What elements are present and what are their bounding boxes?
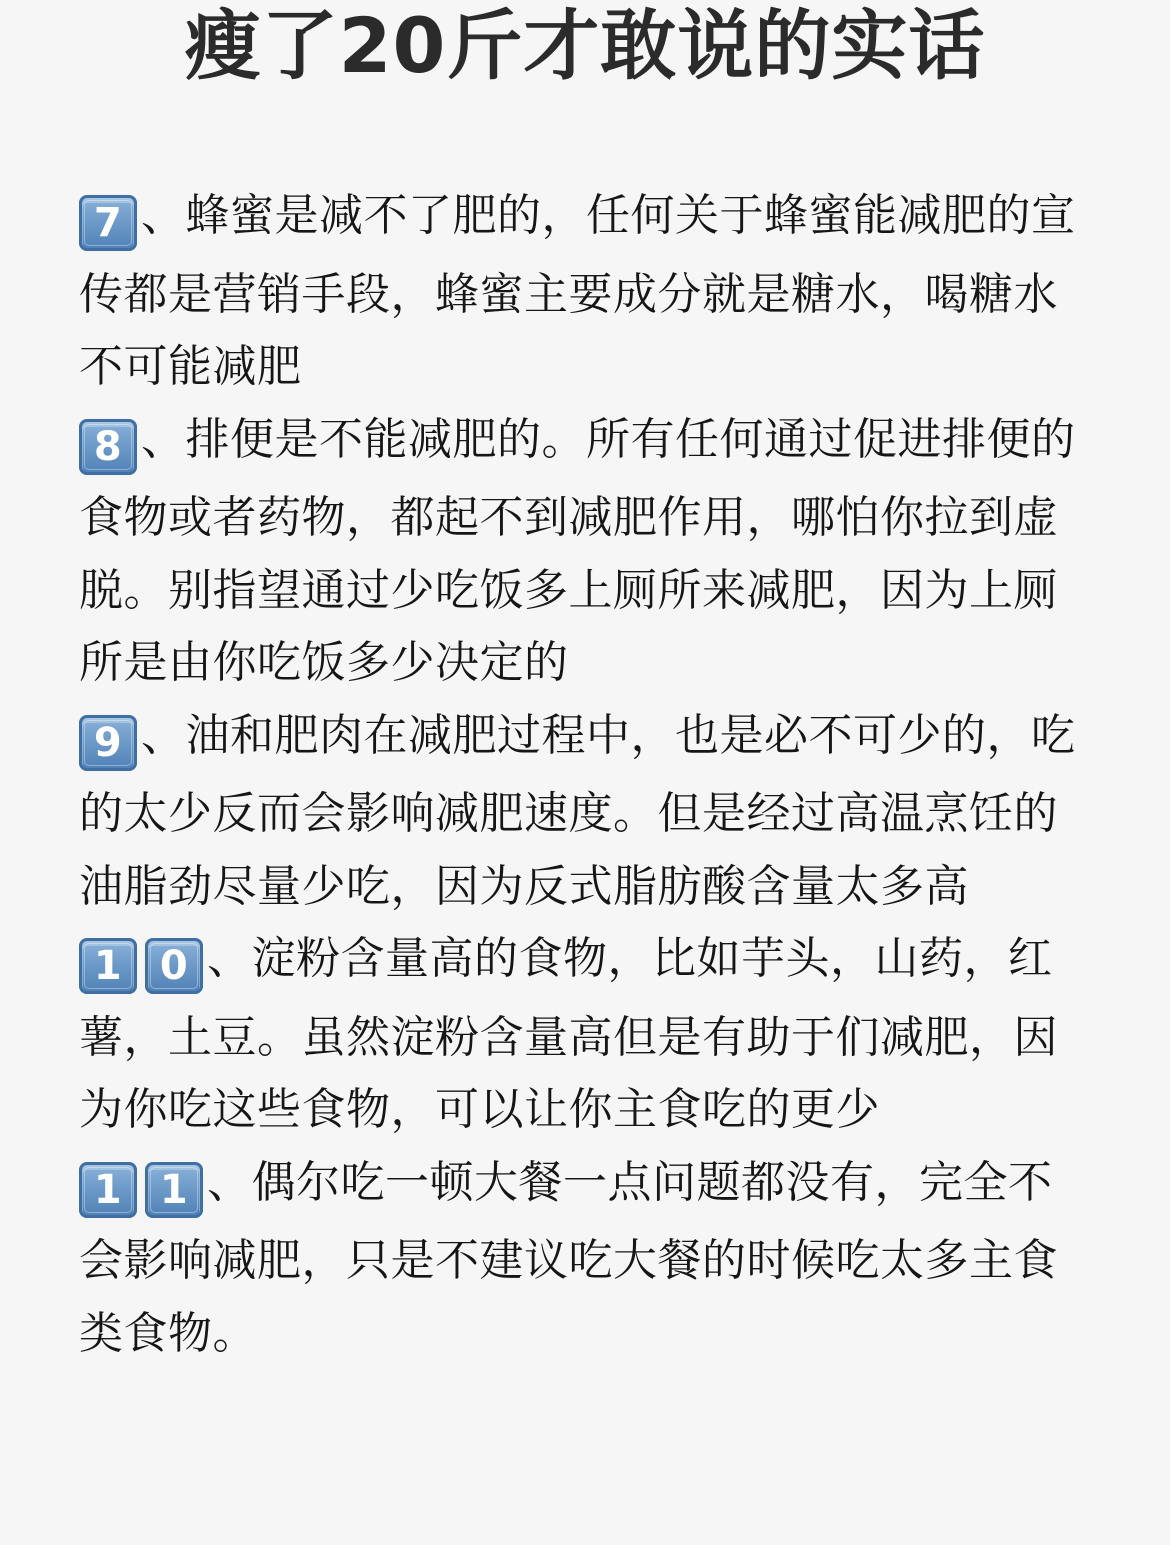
tip-item-7: [79, 180, 1089, 404]
tip-text: 、排便是不能减肥的。所有任何通过促进排便的食物或者药物，都起不到减肥作用，哪怕你拉到虚脱。别指望通过少吃饭多上厕所来减肥，因为上厕所是由你吃饭多少决定的: [79, 413, 1076, 688]
page-title: 瘦了20斤才敢说的实话: [184, 1, 986, 90]
keycap-digit: 1: [145, 1162, 203, 1218]
keycap-digit: 1: [79, 938, 137, 994]
tip-text: 、淀粉含量高的食物，比如芋头，山药，红薯，土豆。虽然淀粉含量高但是有助于们减肥，因为你吃这些食物，可以让你主食吃的更少: [79, 933, 1058, 1135]
tip-text: 、油和肥肉在减肥过程中，也是必不可少的，吃的太少反而会影响减肥速度。但是经过高温烹饪的油脂劲尽量少吃，因为反式脂肪酸含量太多高: [79, 709, 1076, 912]
keycap-number-10-icon: [79, 929, 207, 1002]
tip-item-8: [79, 404, 1089, 700]
keycap-number-9-icon: [79, 706, 141, 779]
keycap-number-11-icon: [79, 1153, 207, 1226]
keycap-digit: 0: [145, 938, 203, 994]
keycap-number-7-icon: [79, 186, 141, 259]
keycap-digit: 8: [79, 419, 137, 475]
tip-item-9: [79, 700, 1089, 924]
keycap-digit: 1: [79, 1162, 137, 1218]
tip-text: 、蜂蜜是减不了肥的，任何关于蜂蜜能减肥的宣传都是营销手段，蜂蜜主要成分就是糖水，喝糖水不可能减肥: [79, 190, 1076, 392]
tips-list: [79, 180, 1089, 1370]
tip-item-11: [79, 1147, 1089, 1371]
keycap-digit: 9: [79, 715, 137, 771]
keycap-digit: 7: [79, 195, 137, 251]
tip-text: 、偶尔吃一顿大餐一点问题都没有，完全不会影响减肥，只是不建议吃大餐的时候吃太多主食类食物。: [79, 1156, 1058, 1359]
keycap-number-8-icon: [79, 410, 141, 483]
tip-item-10: [79, 923, 1089, 1147]
